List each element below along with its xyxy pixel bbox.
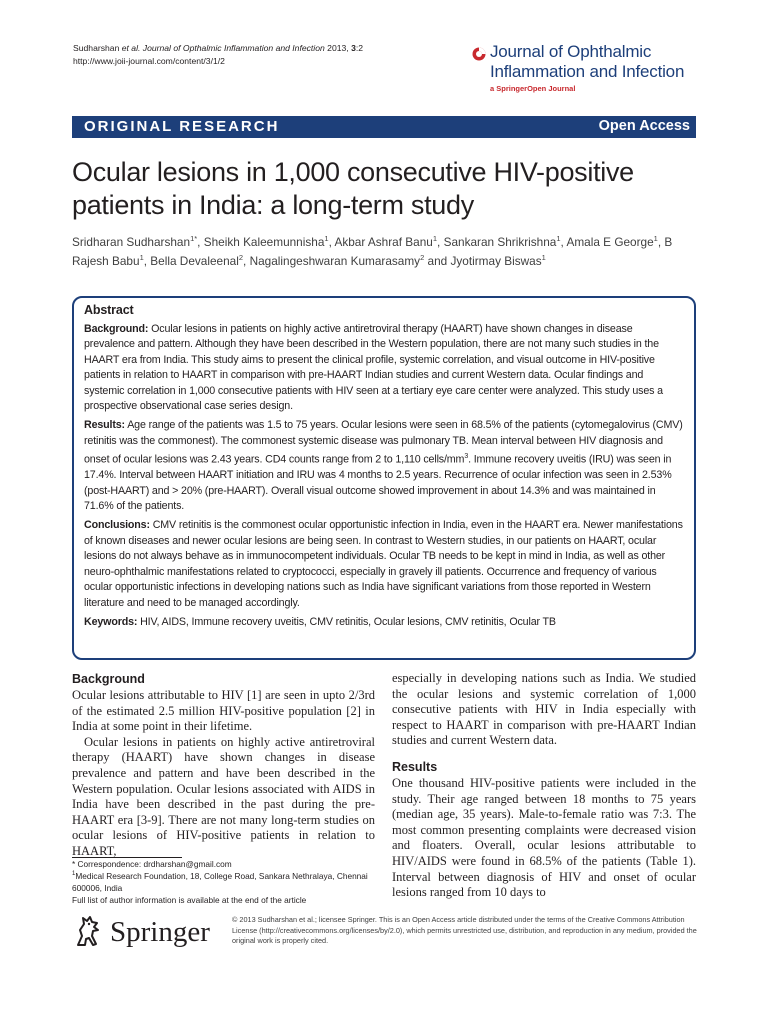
background-heading: Background (72, 672, 145, 686)
background-paragraph-2: Ocular lesions in patients on highly active antiretroviral therapy (HAART) have shown changes in disease prevalence and pattern and have been described in the Western population. Ocular lesions associated with AIDS in India have been described in the past during the pre-HAART era [3-9]. There are not many long-term studies on ocular lesions of HIV-positive patients in relation to HAART, (72, 734, 375, 858)
results-heading: Results (392, 759, 438, 774)
author-list (72, 233, 702, 271)
author-affiliation-sup: 2 (238, 253, 244, 263)
section-label: ORIGINAL RESEARCH (84, 118, 280, 135)
abstract-conclusions-label: Conclusions: (84, 519, 150, 532)
citation-etal: et al. (121, 43, 141, 53)
abstract-results-text-cont: . Immune recovery uveitis (IRU) was seen in 17.4%. Interval between HAART initiation and IRU was 4 months to 2.5 years. Recurrence of ocular infection was seen in 2.53% (post-HAART) and > 20% (pre-HAART). Overall visual outcome showed improvement in about 14.3% and was maintained in 71.6% of the patients. (84, 453, 672, 513)
abstract-results-text: Age range of the patients was 1.5 to 75 years. Ocular lesions were seen in 68.5% of the patients (cytomegalovirus (CMV) retinitis was the commonest). The commonest systemic disease was pulmonary TB. Mean interval between HIV diagnosis and onset of ocular lesions was 2.43 years. CD4 counts range from 2 to 1,110 cells/mm (84, 419, 683, 466)
journal-logo-name: Journal of Ophthalmic Inflammation and Infection (490, 42, 685, 81)
abstract-keywords (84, 615, 683, 631)
springer-logo (72, 912, 222, 952)
section-banner (72, 116, 696, 138)
author-affiliation-sup: 1 (432, 234, 438, 244)
abstract-background-label: Background: (84, 322, 149, 335)
author-name: Akbar Ashraf Banu (334, 235, 433, 249)
abstract-box (72, 296, 696, 660)
author-affiliation-sup: 1 (139, 253, 144, 263)
citation-block (73, 42, 363, 68)
author-affiliation-sup: 1 (653, 234, 658, 244)
abstract-results-label: Results: (84, 419, 125, 431)
citation-issue: :2 (355, 43, 364, 53)
background-paragraph-1: Ocular lesions attributable to HIV [1] are seen in upto 2/3rd of the estimated 2.5 million HIV-positive population [2] in India at some point in their lifetime. (72, 688, 375, 734)
author-name: Amala E George (566, 235, 654, 249)
article-url[interactable]: http://www.joii-journal.com/content/3/1/2 (73, 56, 225, 66)
body-left-column (72, 671, 375, 860)
abstract-results-sup: 3 (464, 453, 469, 460)
body-right-column (392, 671, 696, 901)
abstract-background (84, 322, 683, 415)
author-affiliation-sup: 2 (420, 253, 425, 263)
citation-journal: Journal of Opthalmic Inflammation and Infection (142, 43, 325, 53)
footnotes (72, 858, 375, 906)
full-list-note: Full list of author information is available at the end of the article (72, 895, 307, 905)
springeropen-logo-icon (472, 47, 486, 61)
results-paragraph-1: One thousand HIV-positive patients were included in the study. Their age ranged between 18 months to 75 years (median age, 35 years). Male-to-female ratio was 7:3. The most common presenting complaints were decreased vision and floaters. Overall, ocular lesions attributable to HIV/AIDS were found in 68.5% of the patients (Table 1). Interval between diagnosis of HIV and onset of ocular lesions ranged from 10 days to (392, 775, 696, 900)
author-affiliation-sup: 1 (556, 234, 561, 244)
abstract-keywords-text: HIV, AIDS, Immune recovery uveitis, CMV retinitis, Ocular lesions, CMV retinitis, Ocular TB (137, 615, 556, 628)
author-name: Sridharan Sudharshan (72, 235, 191, 249)
abstract-heading: Abstract (84, 303, 134, 317)
abstract-results (84, 418, 683, 515)
abstract-keywords-label: Keywords: (84, 615, 138, 628)
background-paragraph-cont: especially in developing nations such as India. We studied the ocular lesions and systemic correlation of 1,000 consecutive patients with HIV in India especially with respect to HAART in comparison with pre-HAART Indian studies and current Western data. (392, 671, 696, 748)
abstract-conclusions-text: CMV retinitis is the commonest ocular opportunistic infection in India, even in the HAART era. Newer manifestations of known diseases and newer ocular lesions are being seen. In contrast to Western studies, in our patients on HAART, ocular lesions do not always behave as in immunocompetent individuals. Ocular TB needs to be kept in mind in India, as well as other neuro-ophthalmic manifestations related to cryptococci, especially in gravely ill patients. Occurrence and frequency of various ocular opportunistic infections in developing nations such as India have significant variations from those reported in Western literature and need to be managed accordingly. (84, 519, 683, 609)
author-separator: , (560, 235, 567, 249)
author-affiliation-sup: 1* (190, 234, 198, 244)
author-separator: , (243, 254, 250, 268)
author-separator: , (657, 235, 665, 249)
author-name: Sankaran Shrikrishna (443, 235, 557, 249)
citation-line (73, 42, 363, 55)
open-access-label: Open Access (598, 118, 690, 134)
abstract-background-text: Ocular lesions in patients on highly active antiretroviral therapy (HAART) have shown changes in disease prevalence and pattern. Although they have been described in the Western population, there are not many such studies in the HAART era from India. This study aims to present the clinical profile, systemic correlation, and visual outcome in HIV-positive patients in relation to HAART in comparison with pre-HAART Indian studies and current Western data. Ocular findings and systemic correlation in 1,000 consecutive patients with HIV seen at a tertiary eye care center were analyzed. This study uses a prospective observational case series design. (84, 322, 663, 412)
author-separator: , (328, 235, 335, 249)
author-name: B Rajesh Babu (72, 235, 673, 268)
author-name: Nagalingeshwaran Kumarasamy (249, 254, 421, 268)
article-title: Ocular lesions in 1,000 consecutive HIV-positive patients in India: a long-term study (72, 157, 634, 220)
author-affiliation-sup: 1 (541, 253, 546, 263)
correspondence-note[interactable]: * Correspondence: drdharshan@gmail.com (72, 859, 232, 869)
journal-logo-sub: a SpringerOpen Journal (490, 84, 576, 93)
affiliation-text: Medical Research Foundation, 18, College Road, Sankara Nethralaya, Chennai 600006, India (72, 871, 368, 893)
springer-wordmark: Springer (110, 916, 210, 948)
affiliation-note (72, 870, 375, 894)
author-name: Jyotirmay Biswas (450, 254, 542, 268)
author-affiliation-sup: 1 (324, 234, 329, 244)
author-separator: , (143, 254, 151, 268)
abstract-conclusions (84, 518, 683, 611)
affiliation-sup: 1 (72, 871, 76, 878)
author-name: Bella Devaleenal (150, 254, 239, 268)
author-name: Sheikh Kaleemunnisha (203, 235, 325, 249)
author-separator: , (197, 235, 204, 249)
license-text: © 2013 Sudharshan et al.; licensee Springer. This is an Open Access article distributed under the terms of the Creative Commons Attribution License (http://creativecommons.org/licenses/by/2.0), which permits unrestricted use, distribution, and reproduction in any medium, provided the original work is properly cited. (232, 915, 697, 945)
citation-volume: 3 (351, 43, 356, 53)
author-separator: , (437, 235, 444, 249)
springer-horse-icon (72, 914, 104, 948)
citation-year: 2013, (327, 43, 349, 53)
citation-authors: Sudharshan (73, 43, 120, 53)
author-separator: and (424, 254, 451, 268)
